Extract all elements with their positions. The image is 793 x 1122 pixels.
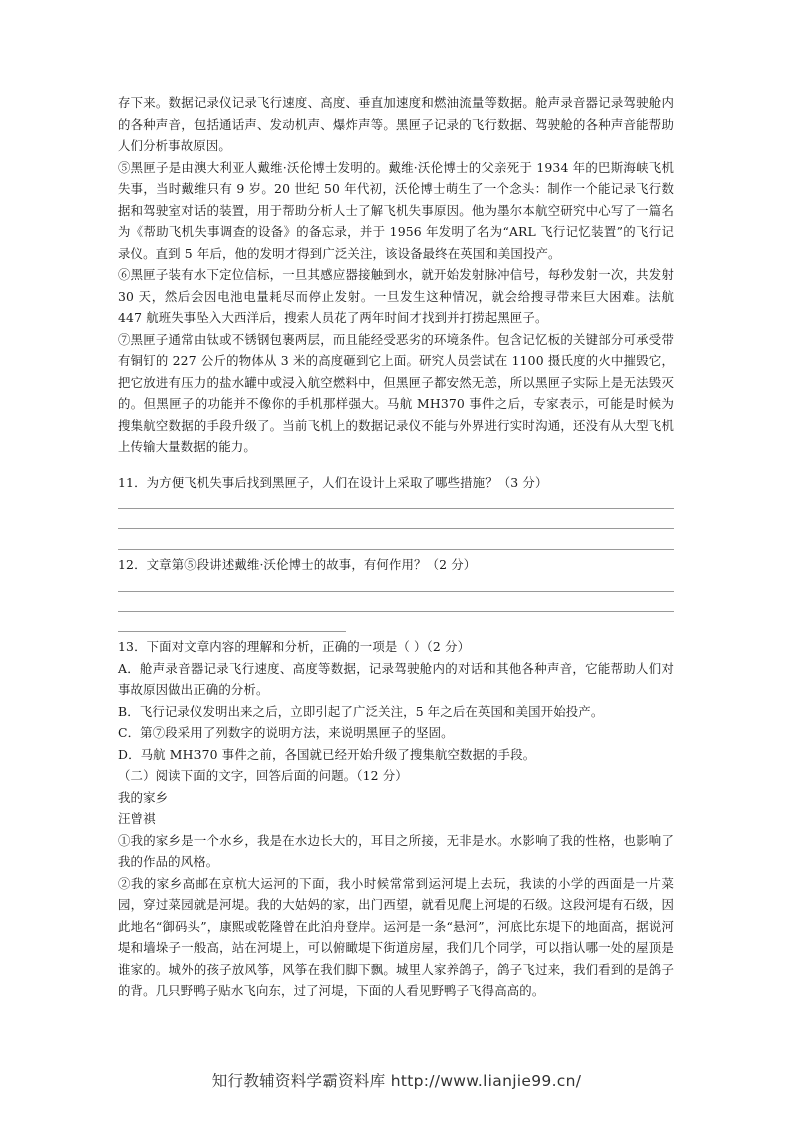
option-d: D．马航 MH370 事件之前，各国就已经开始升级了搜集航空数据的手段。 bbox=[118, 746, 536, 762]
question-11-text: 11．为方便飞机失事后找到黑匣子，人们在设计上采取了哪些措施？（3 分） bbox=[118, 475, 548, 490]
passage-intro-paragraph: 存下来。数据记录仪记录飞行速度、高度、垂直加速度和燃油流量等数据。舱声录音器记录驾驶舱内的各种声音，包括通话声、发动机声、爆炸声等。黑匣子记录的飞行数据、驾驶舱的各种声音能帮助人们分析事故原因。 bbox=[118, 95, 674, 153]
passage-block bbox=[118, 92, 674, 458]
question-12 bbox=[118, 554, 674, 576]
paragraph-7: ⑦黑匣子通常由钛或不锈钢包裹两层，而且能经受恶劣的环境条件。包含记忆板的关键部分可承受带有铜钉的 227 公斤的物体从 3 米的高度砸到它上面。研究人员尝试在 1100 摄氏度的火中摧毁它，把它放进有压力的盐水罐中或浸入航空燃料中，但黑匣子都安然无恙，所以黑匣子实际上是无法毁灭的。但黑匣子的功能并不像你的手机那样强大。马航 MH370 事件之后，专家表示，可能是时候为搜集航空数据的手段升级了。当前飞机上的数据记录仪不能与外界进行实时沟通，还没有从大型飞机上传输大量数据的能力。 bbox=[118, 331, 674, 454]
question-13-text: 13．下面对文章内容的理解和分析，正确的一项是（ ）（2 分） bbox=[118, 639, 471, 654]
option-a: A．舱声录音器记录飞行速度、高度等数据，记录驾驶舱内的对话和其他各种声音，它能帮助人们对事故原因做出正确的分析。 bbox=[118, 660, 674, 697]
answer-line-12c[interactable] bbox=[118, 631, 346, 632]
footer-watermark: 知行教辅资料学霸资料库 http://www.lianjie99.cn/ bbox=[211, 1072, 582, 1090]
paragraph-5: ⑤黑匣子是由澳大利亚人戴维·沃伦博士发明的。戴维·沃伦博士的父亲死于 1934 年的巴斯海峡飞机失事，当时戴维只有 9 岁。20 世纪 50 年代初，沃伦博士萌生了一个念头：制作一个能记录飞行数据和驾驶室对话的装置，用于帮助分析人士了解飞机失事原因。他为墨尔本航空研究中心写了一篇名为《帮助飞机失事调查的设备》的备忘录，并于 1956 年发明了名为“ARL 飞行记忆装置”的飞行记录仪。直到 5 年后，他的发明才得到广泛关注，该设备最终在英国和美国投产。 bbox=[118, 159, 674, 261]
section-2-heading: （二）阅读下面的文字，回答后面的问题。（12 分） bbox=[118, 768, 408, 783]
article-title: 我的家乡 bbox=[118, 789, 169, 805]
answer-line-12a[interactable] bbox=[118, 591, 674, 592]
question-11 bbox=[118, 472, 674, 494]
article-paragraph-1: ①我的家乡是一个水乡，我是在水边长大的，耳目之所接，无非是水。水影响了我的性格，也影响了我的作品的风格。 bbox=[118, 832, 674, 869]
option-c: C．第⑦段采用了列数字的说明方法，来说明黑匣子的坚固。 bbox=[118, 725, 454, 740]
question-12-text: 12．文章第⑤段讲述戴维·沃伦博士的故事，有何作用？（2 分） bbox=[118, 557, 477, 572]
answer-line-11a[interactable] bbox=[118, 508, 674, 509]
answer-line-11b[interactable] bbox=[118, 528, 674, 529]
question-13-block bbox=[118, 636, 674, 1002]
answer-line-12b[interactable] bbox=[118, 611, 674, 612]
article-author: 汪曾祺 bbox=[118, 811, 156, 826]
paragraph-6: ⑥黑匣子装有水下定位信标，一旦其感应器接触到水，就开始发射脉冲信号，每秒发射一次，共发射 30 天，然后会因电池电量耗尽而停止发射。一旦发生这种情况，就会给搜寻带来巨大困难。法航 447 航班失事坠入大西洋后，搜索人员花了两年时间才找到并打捞起黑匣子。 bbox=[118, 267, 674, 325]
answer-line-11c[interactable] bbox=[118, 549, 674, 550]
option-b: B．飞行记录仪发明出来之后，立即引起了广泛关注，5 年之后在英国和美国开始投产。 bbox=[118, 703, 604, 719]
article-paragraph-2: ②我的家乡高邮在京杭大运河的下面，我小时候常常到运河堤上去玩，我读的小学的西面是一片菜园，穿过菜园就是河堤。我的大姑妈的家，出门西望，就看见爬上河堤的石级。这段河堤有石级，因此地名“御码头”，康熙或乾隆曾在此泊舟登岸。运河是一条“悬河”，河底比东堤下的地面高，据说河堤和墙垛子一般高，站在河堤上，可以俯瞰堤下街道房屋，我们几个同学，可以指认哪一处的屋顶是谁家的。城外的孩子放风筝，风筝在我们脚下飘。城里人家养鸽子，鸽子飞过来，我们看到的是鸽子的背。几只野鸭子贴水飞向东，过了河堤，下面的人看见野鸭子飞得高高的。 bbox=[118, 875, 674, 998]
